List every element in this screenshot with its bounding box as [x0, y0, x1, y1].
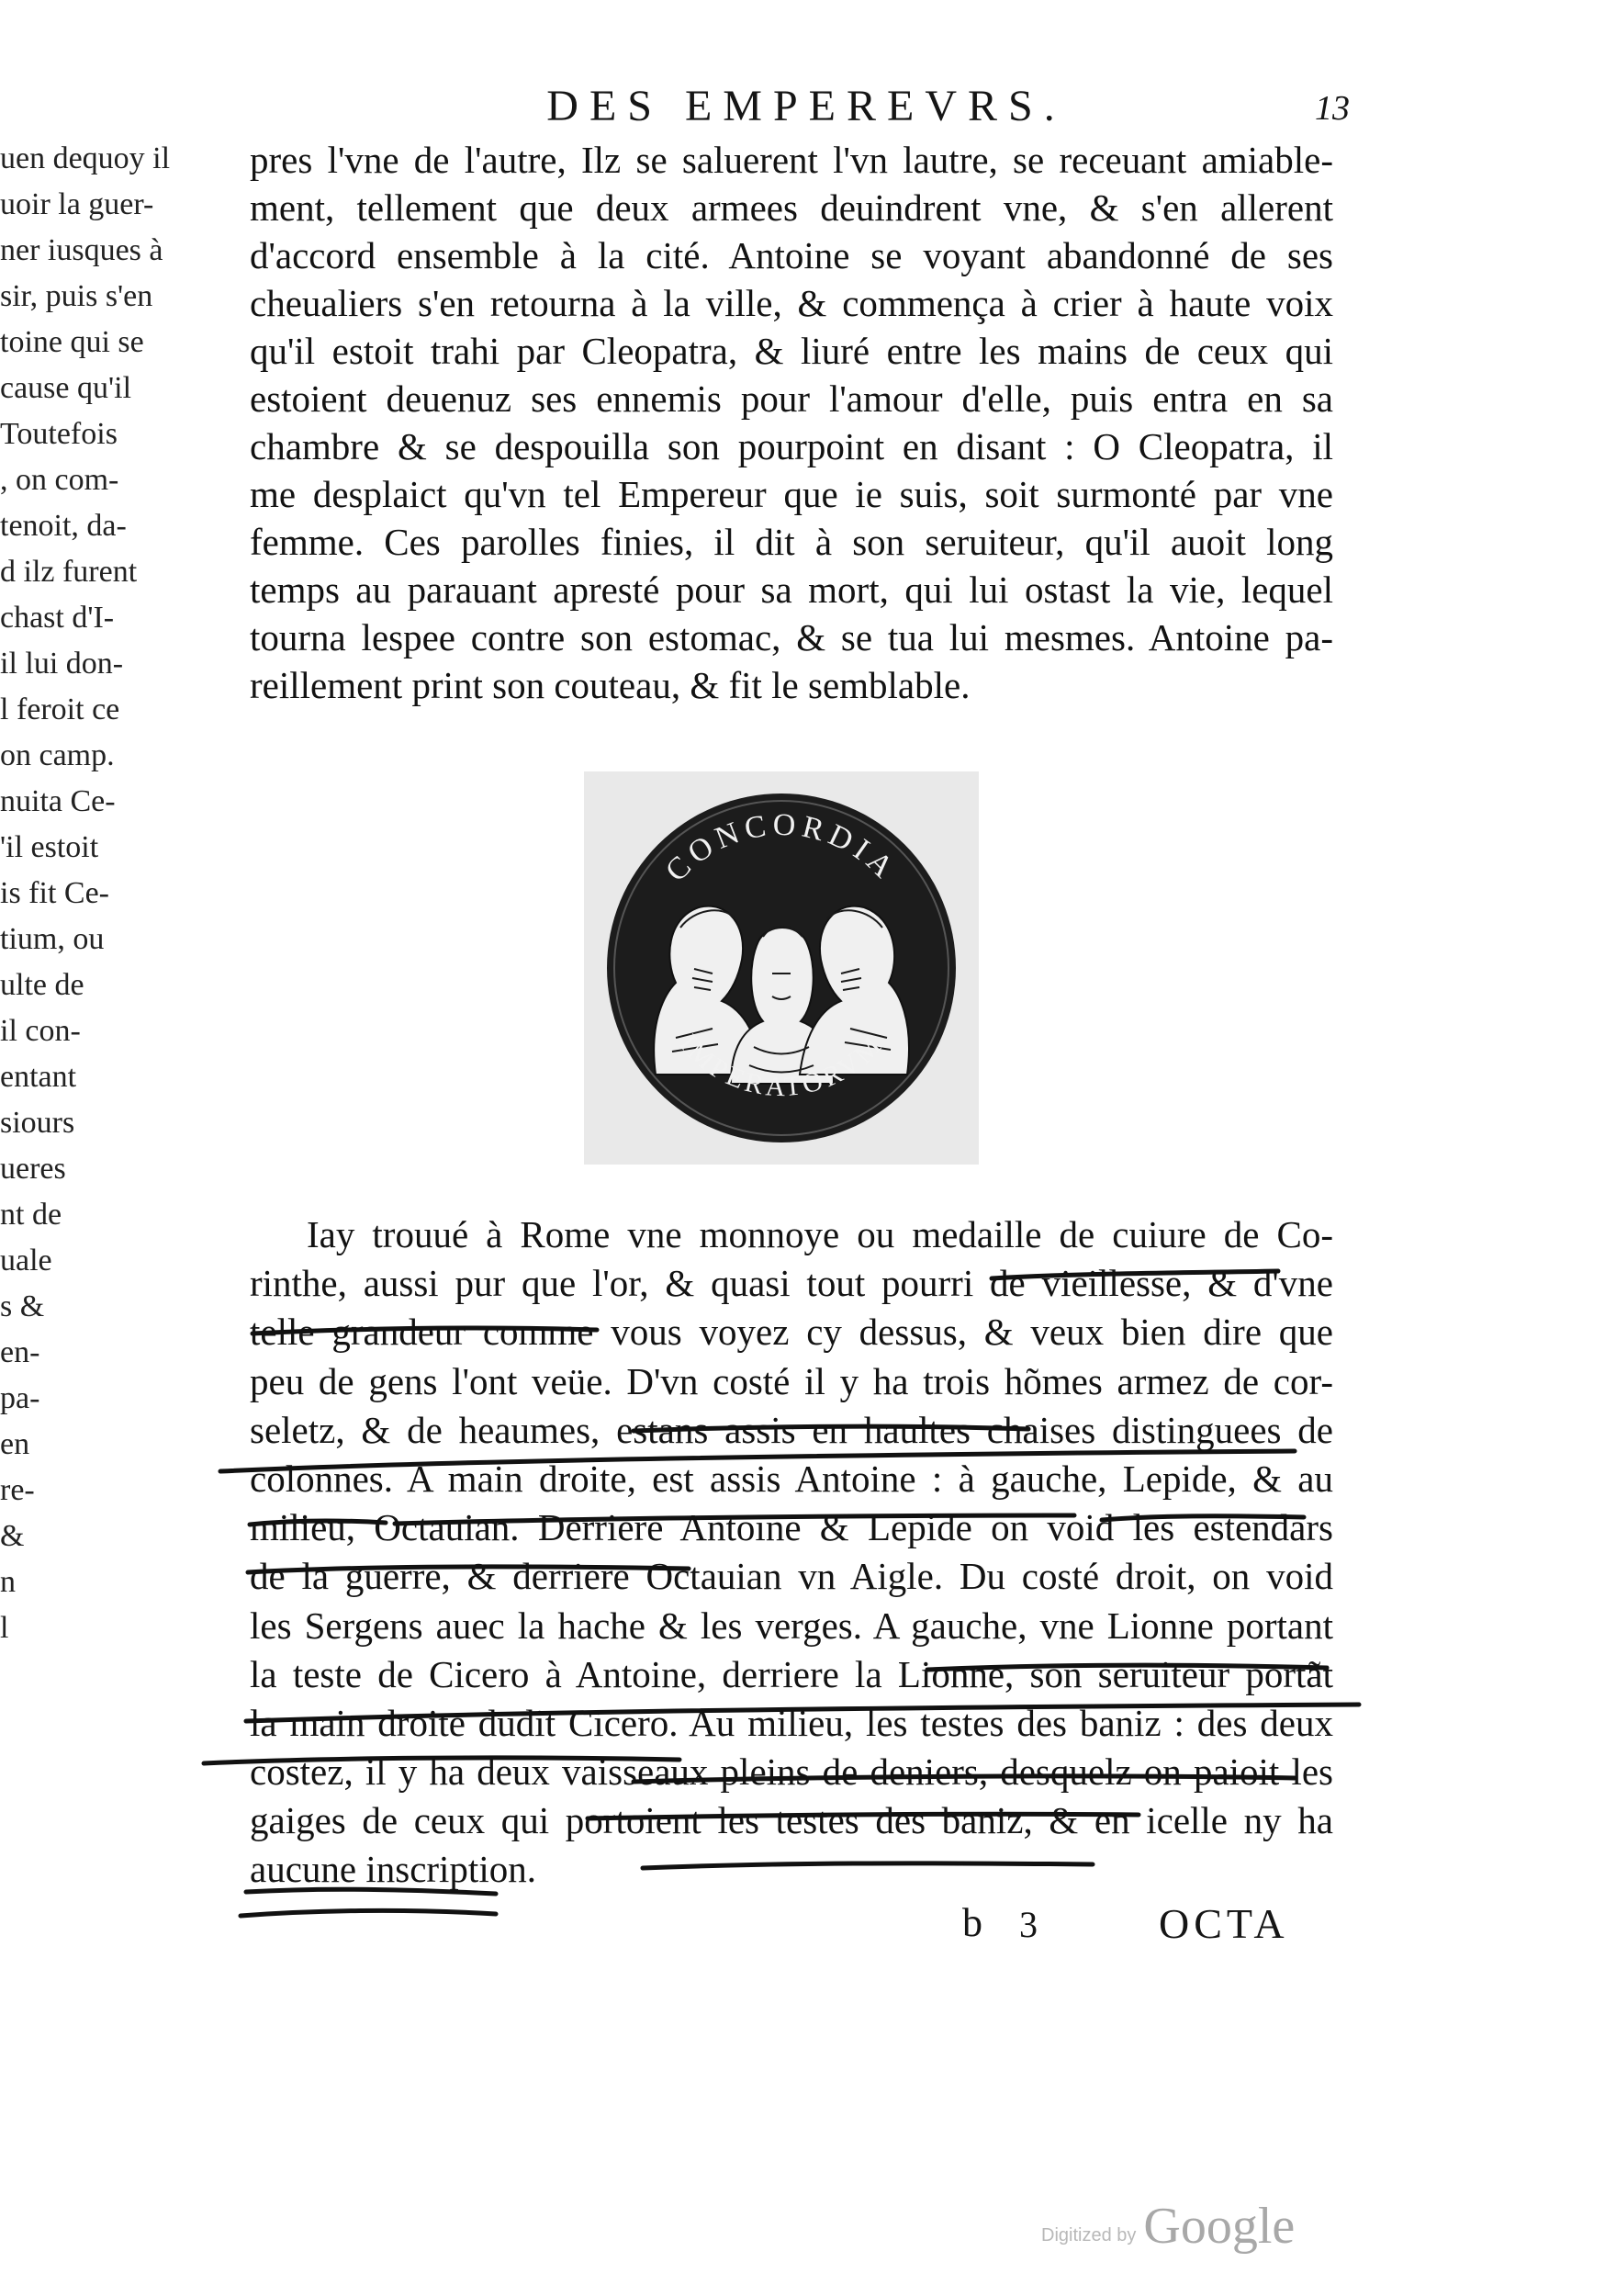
margin-fragment: en-: [0, 1335, 40, 1369]
watermark-prefix: Digitized by: [1041, 2225, 1137, 2245]
margin-fragment: il con-: [0, 1014, 81, 1048]
margin-fragment: ueres: [0, 1152, 66, 1186]
margin-fragment: entant: [0, 1060, 77, 1094]
text-line: les Sergens auec la hache & les verges. A gauche, vne Lionne portant: [250, 1604, 1333, 1647]
margin-fragment: s &: [0, 1289, 45, 1323]
catchword: OCTA: [1159, 1900, 1289, 1947]
text-line: peu de gens l'ont veüe. D'vn costé il y ha trois hõmes armez de cor-: [250, 1359, 1333, 1402]
medal-inscription-bottom: IMPERATORVM: [673, 1028, 890, 1103]
margin-fragment: chast d'I-: [0, 601, 115, 635]
medal-image: [584, 771, 979, 1165]
text-line: colonnes. A main droite, est assis Antoine : à gauche, Lepide, & au: [250, 1457, 1333, 1500]
margin-fragment: toine qui se: [0, 325, 144, 359]
text-line: femme. Ces parolles finies, il dit à son seruiteur, qu'il auoit long: [250, 521, 1333, 563]
margin-fragment: n: [0, 1565, 16, 1599]
margin-fragment: uoir la guer-: [0, 187, 154, 221]
facing-page-margin-text: [0, 136, 171, 1651]
margin-fragment: uale: [0, 1244, 52, 1277]
text-line: aucune inscription.: [250, 1848, 536, 1891]
paragraph-medal-description: [250, 1210, 1333, 1895]
margin-fragment: ulte de: [0, 968, 84, 1002]
watermark-brand: Google: [1143, 2198, 1296, 2255]
underline-stroke: [241, 1910, 496, 1916]
margin-fragment: l feroit ce: [0, 692, 120, 726]
margin-fragment: en: [0, 1427, 30, 1461]
margin-fragment: nt de: [0, 1198, 62, 1232]
text-line: estoient deuenuz ses ennemis pour l'amour d'elle, puis entra en sa: [250, 377, 1333, 420]
text-line: seletz, & de heaumes, estans assis en haultes chaises distinguees de: [250, 1408, 1333, 1451]
paragraph-antoine-death: [250, 136, 1333, 709]
text-line: chambre & se despouilla son pourpoint en disant : O Cleopatra, il: [250, 425, 1333, 467]
signature-mark: b: [962, 1900, 982, 1945]
text-line: telle grandeur comme vous voyez cy dessus, & veux bien dire que: [250, 1311, 1333, 1354]
margin-fragment: is fit Ce-: [0, 876, 109, 910]
margin-fragment: tenoit, da-: [0, 509, 127, 543]
text-line: la main droite dudit Cicero. Au milieu, les testes des baniz : des deux: [250, 1701, 1333, 1744]
text-line: milieu, Octauian. Derriere Antoine & Lepide on void les estendars: [250, 1506, 1333, 1549]
text-line: gaiges de ceux qui portoient les testes des baniz, & en icelle ny ha: [250, 1799, 1333, 1842]
text-line: Iay trouué à Rome vne monnoye ou medaille de cuiure de Co-: [307, 1213, 1333, 1255]
text-line: d'accord ensemble à la cité. Antoine se voyant abandonné de ses: [250, 234, 1333, 276]
margin-fragment: il lui don-: [0, 647, 124, 681]
text-line: temps au parauant apresté pour sa mort, qui lui ostast la vie, lequel: [250, 568, 1333, 611]
margin-fragment: nuita Ce-: [0, 784, 116, 818]
text-line: reillement print son couteau, & fit le semblable.: [250, 664, 971, 706]
margin-fragment: 'il estoit: [0, 830, 99, 864]
margin-fragment: ner iusques à: [0, 233, 163, 267]
margin-fragment: sir, puis s'en: [0, 279, 153, 313]
text-line: me desplaict qu'vn tel Empereur que ie suis, soit surmonté par vne: [250, 473, 1333, 515]
margin-fragment: tium, ou: [0, 922, 105, 956]
margin-fragment: cause qu'il: [0, 371, 132, 405]
text-line: pres l'vne de l'autre, Ilz se saluerent l'vn lautre, se receuant amiable-: [250, 139, 1333, 181]
text-line: rinthe, aussi pur que l'or, & quasi tout pourri de vieillesse, & d'vne: [250, 1262, 1333, 1305]
margin-fragment: siours: [0, 1106, 75, 1140]
medal-engraving: [584, 771, 979, 1165]
signature-number: 3: [1019, 1904, 1038, 1945]
page-number: 13: [1315, 89, 1350, 128]
margin-fragment: re-: [0, 1473, 35, 1507]
text-line: qu'il estoit trahi par Cleopatra, & liuré entre les mains de ceux qui: [250, 330, 1333, 372]
margin-fragment: d ilz furent: [0, 555, 138, 589]
running-head: DES EMPEREVRS.: [546, 82, 1066, 130]
margin-fragment: &: [0, 1519, 25, 1553]
text-line: de la guerre, & derriere Octauian vn Aigle. Du costé droit, on void: [250, 1555, 1333, 1598]
text-line: la teste de Cicero à Antoine, derriere la Lionne, son seruiteur portãt: [250, 1652, 1333, 1695]
margin-fragment: pa-: [0, 1381, 40, 1415]
digitized-watermark: [1041, 2200, 1295, 2256]
text-line: costez, il y ha deux vaisseaux pleins de deniers, desquelz on paioit les: [250, 1750, 1333, 1794]
margin-fragment: l: [0, 1611, 9, 1645]
margin-fragment: on camp.: [0, 738, 115, 772]
margin-fragment: uen dequoy il: [0, 141, 171, 175]
medal-inscription-top: CONCORDIA: [658, 807, 904, 889]
text-line: ment, tellement que deux armees deuindrent vne, & s'en allerent: [250, 186, 1333, 229]
margin-fragment: Toutefois: [0, 417, 118, 451]
text-line: tourna lespee contre son estomac, & se tua lui mesmes. Antoine pa-: [250, 616, 1333, 658]
text-line: cheualiers s'en retourna à la ville, & commença à crier à haute voix: [250, 282, 1333, 324]
margin-fragment: , on com-: [0, 463, 119, 497]
